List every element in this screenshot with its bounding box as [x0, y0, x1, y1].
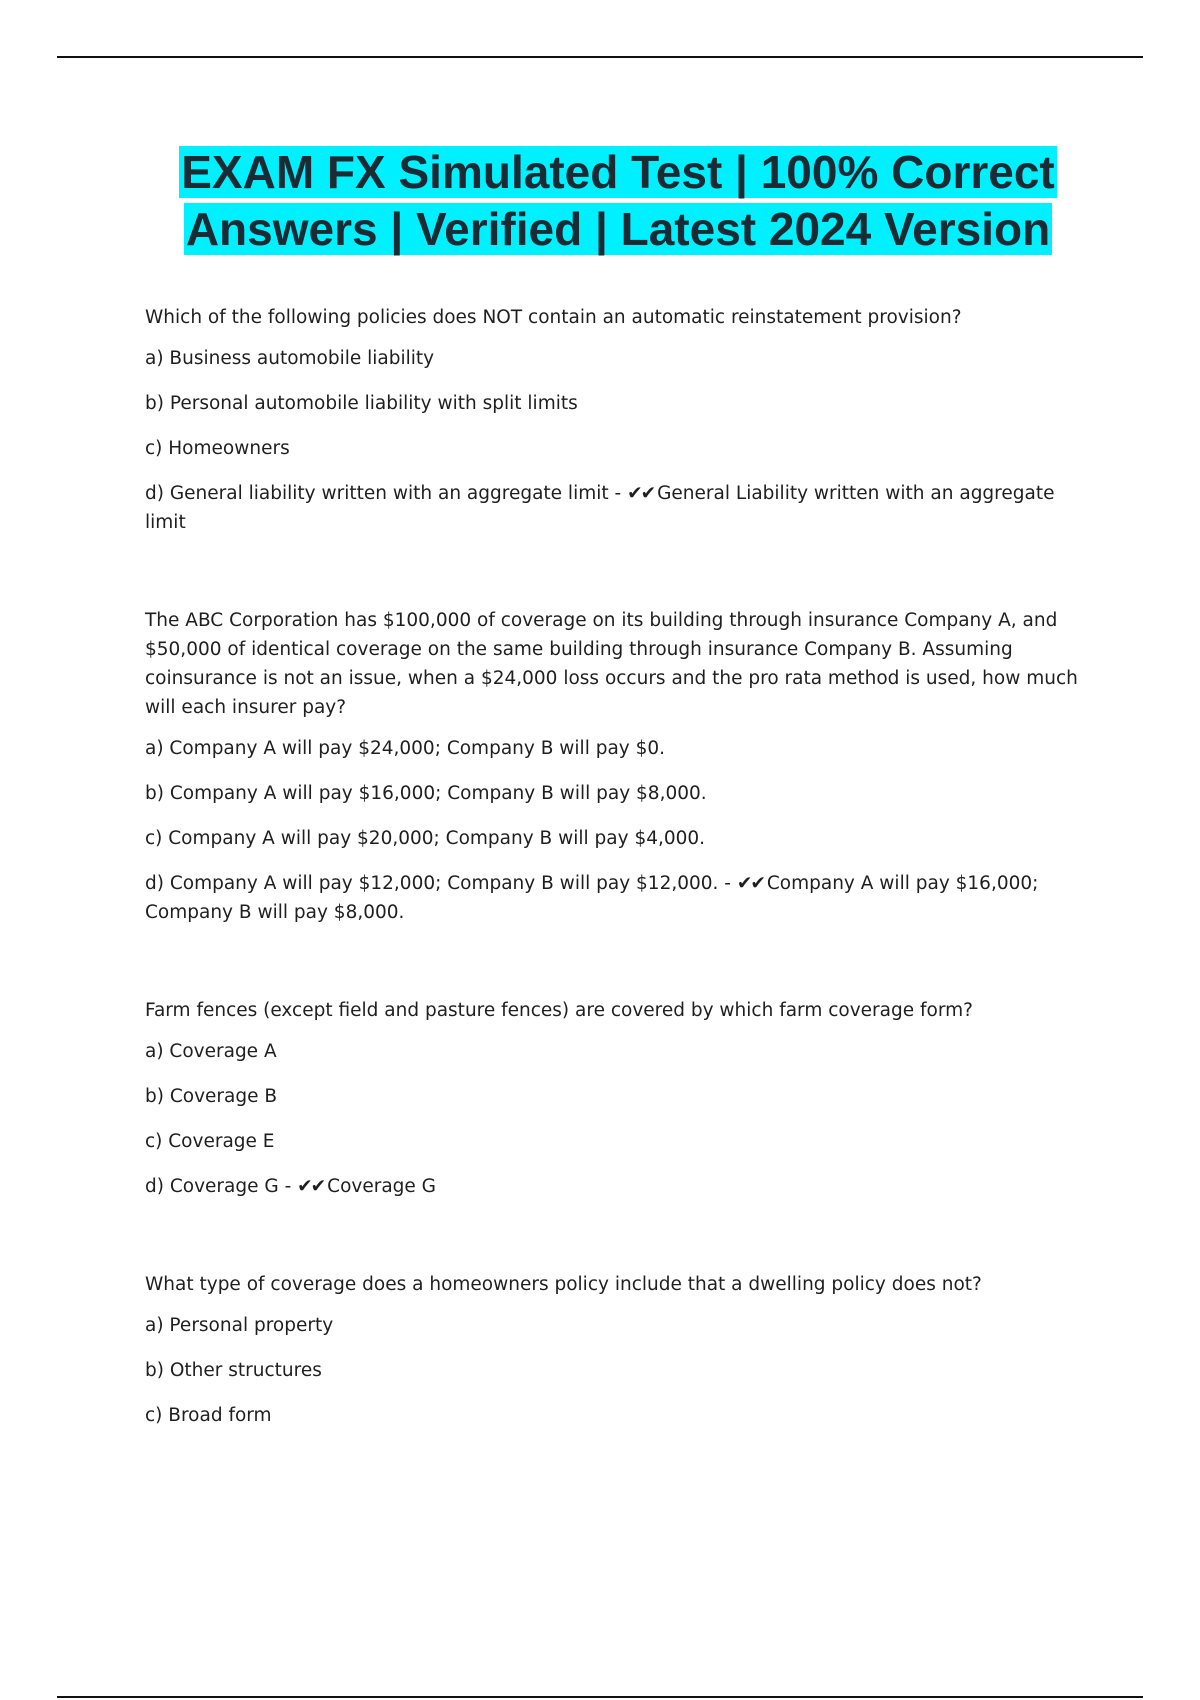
top-rule	[57, 56, 1143, 58]
double-check-icon: ✔✔	[297, 1176, 325, 1197]
answer-text: Company A will pay $16,000; Company B will pay $8,000.	[145, 873, 1039, 923]
option-d: d) General liability written with an aggregate limit -	[145, 483, 628, 504]
double-check-icon: ✔✔	[627, 483, 655, 504]
option-d: d) Coverage G -	[145, 1176, 298, 1197]
title-text: EXAM FX Simulated Test | 100% Correct Answers | Verified | Latest 2024 Version	[181, 146, 1055, 255]
question-text: The ABC Corporation has $100,000 of coverage on its building through insurance Company A, and $50,000 of identical coverage on the same building through insurance Company B. Assuming coinsurance is not an issue, when a $24,000 loss occurs and the pro rata method is used, how much will each insurer pay?	[145, 610, 1078, 718]
option-d-with-answer	[145, 869, 1085, 927]
question-block-4	[145, 1270, 1085, 1430]
question-text: Farm fences (except field and pasture fences) are covered by which farm coverage form?	[145, 1000, 973, 1021]
answer-text: General Liability written with an aggregate limit	[145, 483, 1055, 533]
option-c: c) Coverage E	[145, 1131, 275, 1152]
option-a: a) Coverage A	[145, 1041, 277, 1062]
option-b: b) Coverage B	[145, 1086, 278, 1107]
option-c: c) Homeowners	[145, 438, 290, 459]
option-a: a) Company A will pay $24,000; Company B will pay $0.	[145, 738, 666, 759]
question-block-2	[145, 606, 1085, 927]
option-d-with-answer	[145, 479, 1085, 537]
option-c: c) Broad form	[145, 1405, 272, 1426]
option-c: c) Company A will pay $20,000; Company B will pay $4,000.	[145, 828, 706, 849]
question-text: What type of coverage does a homeowners policy include that a dwelling policy does not?	[145, 1274, 982, 1295]
option-a: a) Business automobile liability	[145, 348, 435, 369]
document-title	[143, 144, 1093, 258]
option-d-with-answer	[145, 1172, 1085, 1201]
question-block-1	[145, 303, 1085, 537]
option-d: d) Company A will pay $12,000; Company B will pay $12,000. -	[145, 873, 737, 894]
double-check-icon: ✔✔	[736, 873, 764, 894]
answer-text: Coverage G	[327, 1176, 437, 1197]
option-b: b) Company A will pay $16,000; Company B will pay $8,000.	[145, 783, 707, 804]
question-list	[145, 303, 1085, 1499]
bottom-rule	[57, 1696, 1143, 1698]
option-b: b) Personal automobile liability with split limits	[145, 393, 578, 414]
option-b: b) Other structures	[145, 1360, 322, 1381]
question-text: Which of the following policies does NOT contain an automatic reinstatement provision?	[145, 307, 962, 328]
question-block-3	[145, 996, 1085, 1201]
option-a: a) Personal property	[145, 1315, 334, 1336]
